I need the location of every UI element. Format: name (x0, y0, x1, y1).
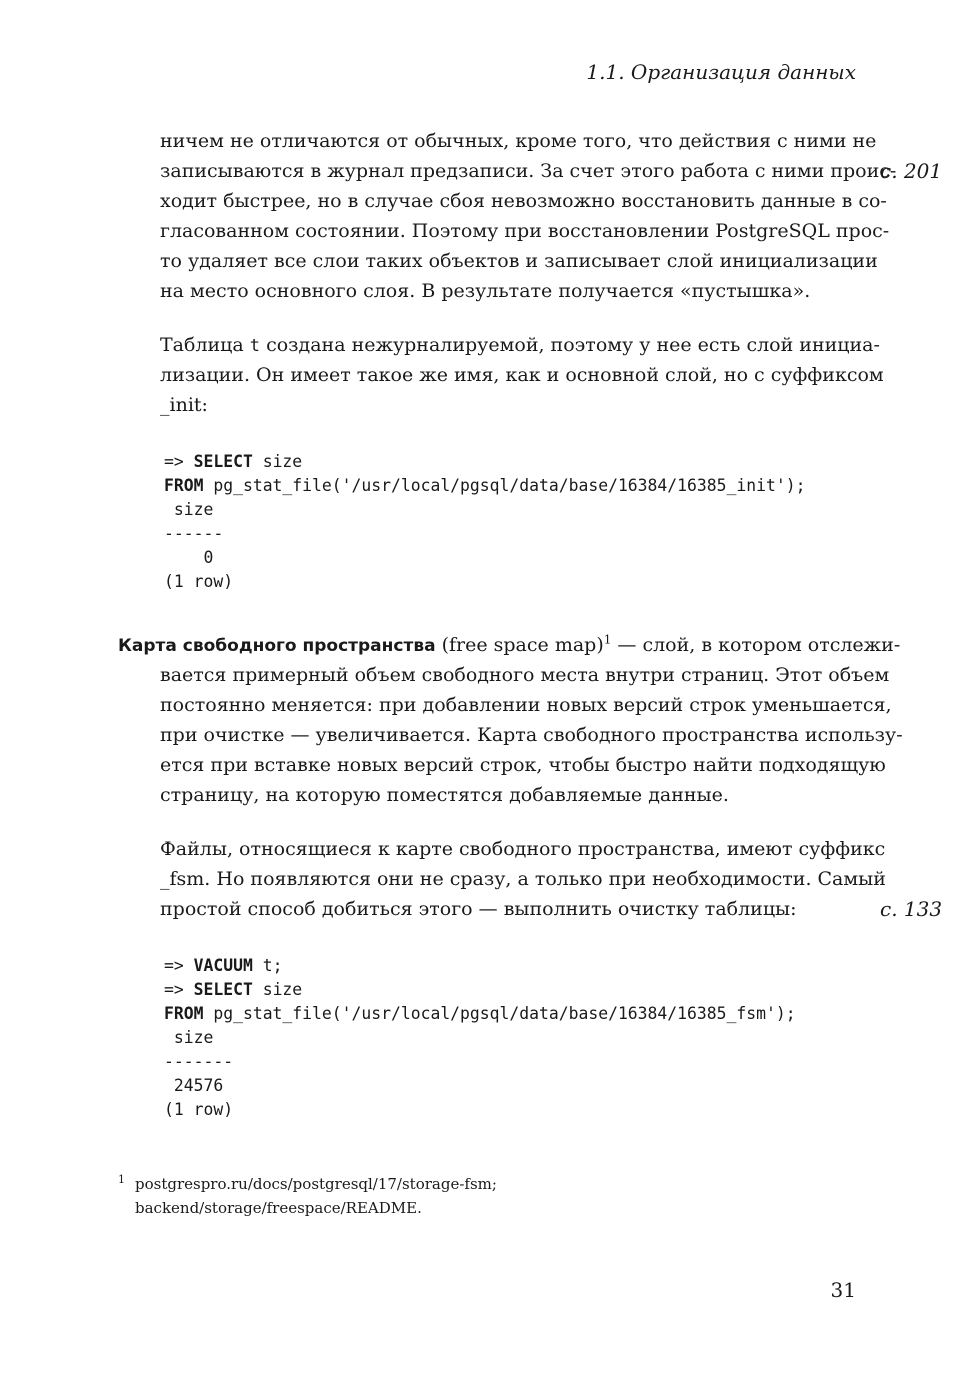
text-line: Файлы, относящиеся к карте свободного пространства, имеют суффикс (160, 838, 886, 860)
code-keyword: FROM (164, 1004, 204, 1023)
code-prompt: => (164, 956, 194, 975)
page-number: 31 (830, 1278, 856, 1302)
text-line: ничем не отличаются от обычных, кроме того, что действия с ними не (160, 130, 877, 152)
text-line: лизации. Он имеет такое же имя, как и основной слой, но с суффиксом (160, 364, 884, 386)
text-line: ется при вставке новых версий строк, чтобы быстро найти подходящую (160, 754, 886, 776)
text-line (118, 630, 901, 661)
text-line: на место основного слоя. В результате получается «пустышка». (160, 280, 811, 302)
text-fragment: — слой, в котором отслежи- (617, 634, 901, 656)
code-text: size (252, 452, 303, 471)
code-text: t; (252, 956, 283, 975)
inline-code: t (249, 336, 261, 356)
defined-term: Карта свободного пространства (118, 636, 436, 656)
text-line: гласованном состоянии. Поэтому при восстановлении PostgreSQL прос- (160, 220, 890, 242)
code-block-fsm (164, 954, 796, 1122)
term-english: (free space map) (441, 634, 604, 656)
code-keyword: VACUUM (193, 956, 253, 975)
code-keyword: FROM (164, 476, 204, 495)
text-line: _init: (160, 394, 208, 416)
text-line: постоянно меняется: при добавлении новых версий строк уменьшается, (160, 694, 892, 716)
text-line (160, 330, 880, 361)
code-prompt: => (164, 980, 194, 999)
footnote (118, 1172, 497, 1220)
code-prompt: => (164, 452, 194, 471)
result-row-count: (1 row) (164, 1100, 234, 1119)
result-column-header: size (164, 1028, 214, 1047)
text-line: то удаляет все слои таких объектов и записывает слой инициализации (160, 250, 878, 272)
code-keyword: SELECT (193, 980, 253, 999)
text-line: страницу, на которую поместятся добавляемые данные. (160, 784, 729, 806)
result-separator: ------ (164, 524, 224, 543)
footnote-mark: 1 (118, 1173, 125, 1186)
code-keyword: SELECT (193, 452, 253, 471)
text-line: ходит быстрее, но в случае сбоя невозможно восстановить данные в со- (160, 190, 887, 212)
result-value: 24576 (164, 1076, 224, 1095)
code-text: pg_stat_file('/usr/local/pgsql/data/base/16384/16385_init'); (203, 476, 806, 495)
result-separator: ------- (164, 1052, 234, 1071)
text-fragment: Таблица (160, 334, 244, 356)
result-column-header: size (164, 500, 214, 519)
footnote-reference: 1 (603, 632, 612, 647)
margin-page-reference: с. 133 (880, 897, 943, 921)
running-header: 1.1. Организация данных (586, 60, 856, 84)
text-line: записываются в журнал предзаписи. За счет этого работа с ними проис- (160, 160, 897, 182)
code-text: size (252, 980, 303, 999)
result-value: 0 (164, 548, 214, 567)
code-block-init (164, 450, 805, 594)
result-row-count: (1 row) (164, 572, 234, 591)
footnote-line: postgrespro.ru/docs/postgresql/17/storage-fsm; (135, 1175, 497, 1193)
text-fragment: создана нежурналируемой, поэтому у нее есть слой инициа- (266, 334, 880, 356)
footnote-line: backend/storage/freespace/README. (135, 1199, 422, 1217)
margin-page-reference: с. 201 (880, 159, 943, 183)
text-line: простой способ добиться этого — выполнить очистку таблицы: (160, 898, 797, 920)
text-line: при очистке — увеличивается. Карта свободного пространства использу- (160, 724, 903, 746)
text-line: _fsm. Но появляются они не сразу, а только при необходимости. Самый (160, 868, 886, 890)
code-text: pg_stat_file('/usr/local/pgsql/data/base/16384/16385_fsm'); (203, 1004, 796, 1023)
text-line: вается примерный объем свободного места внутри страниц. Этот объем (160, 664, 890, 686)
